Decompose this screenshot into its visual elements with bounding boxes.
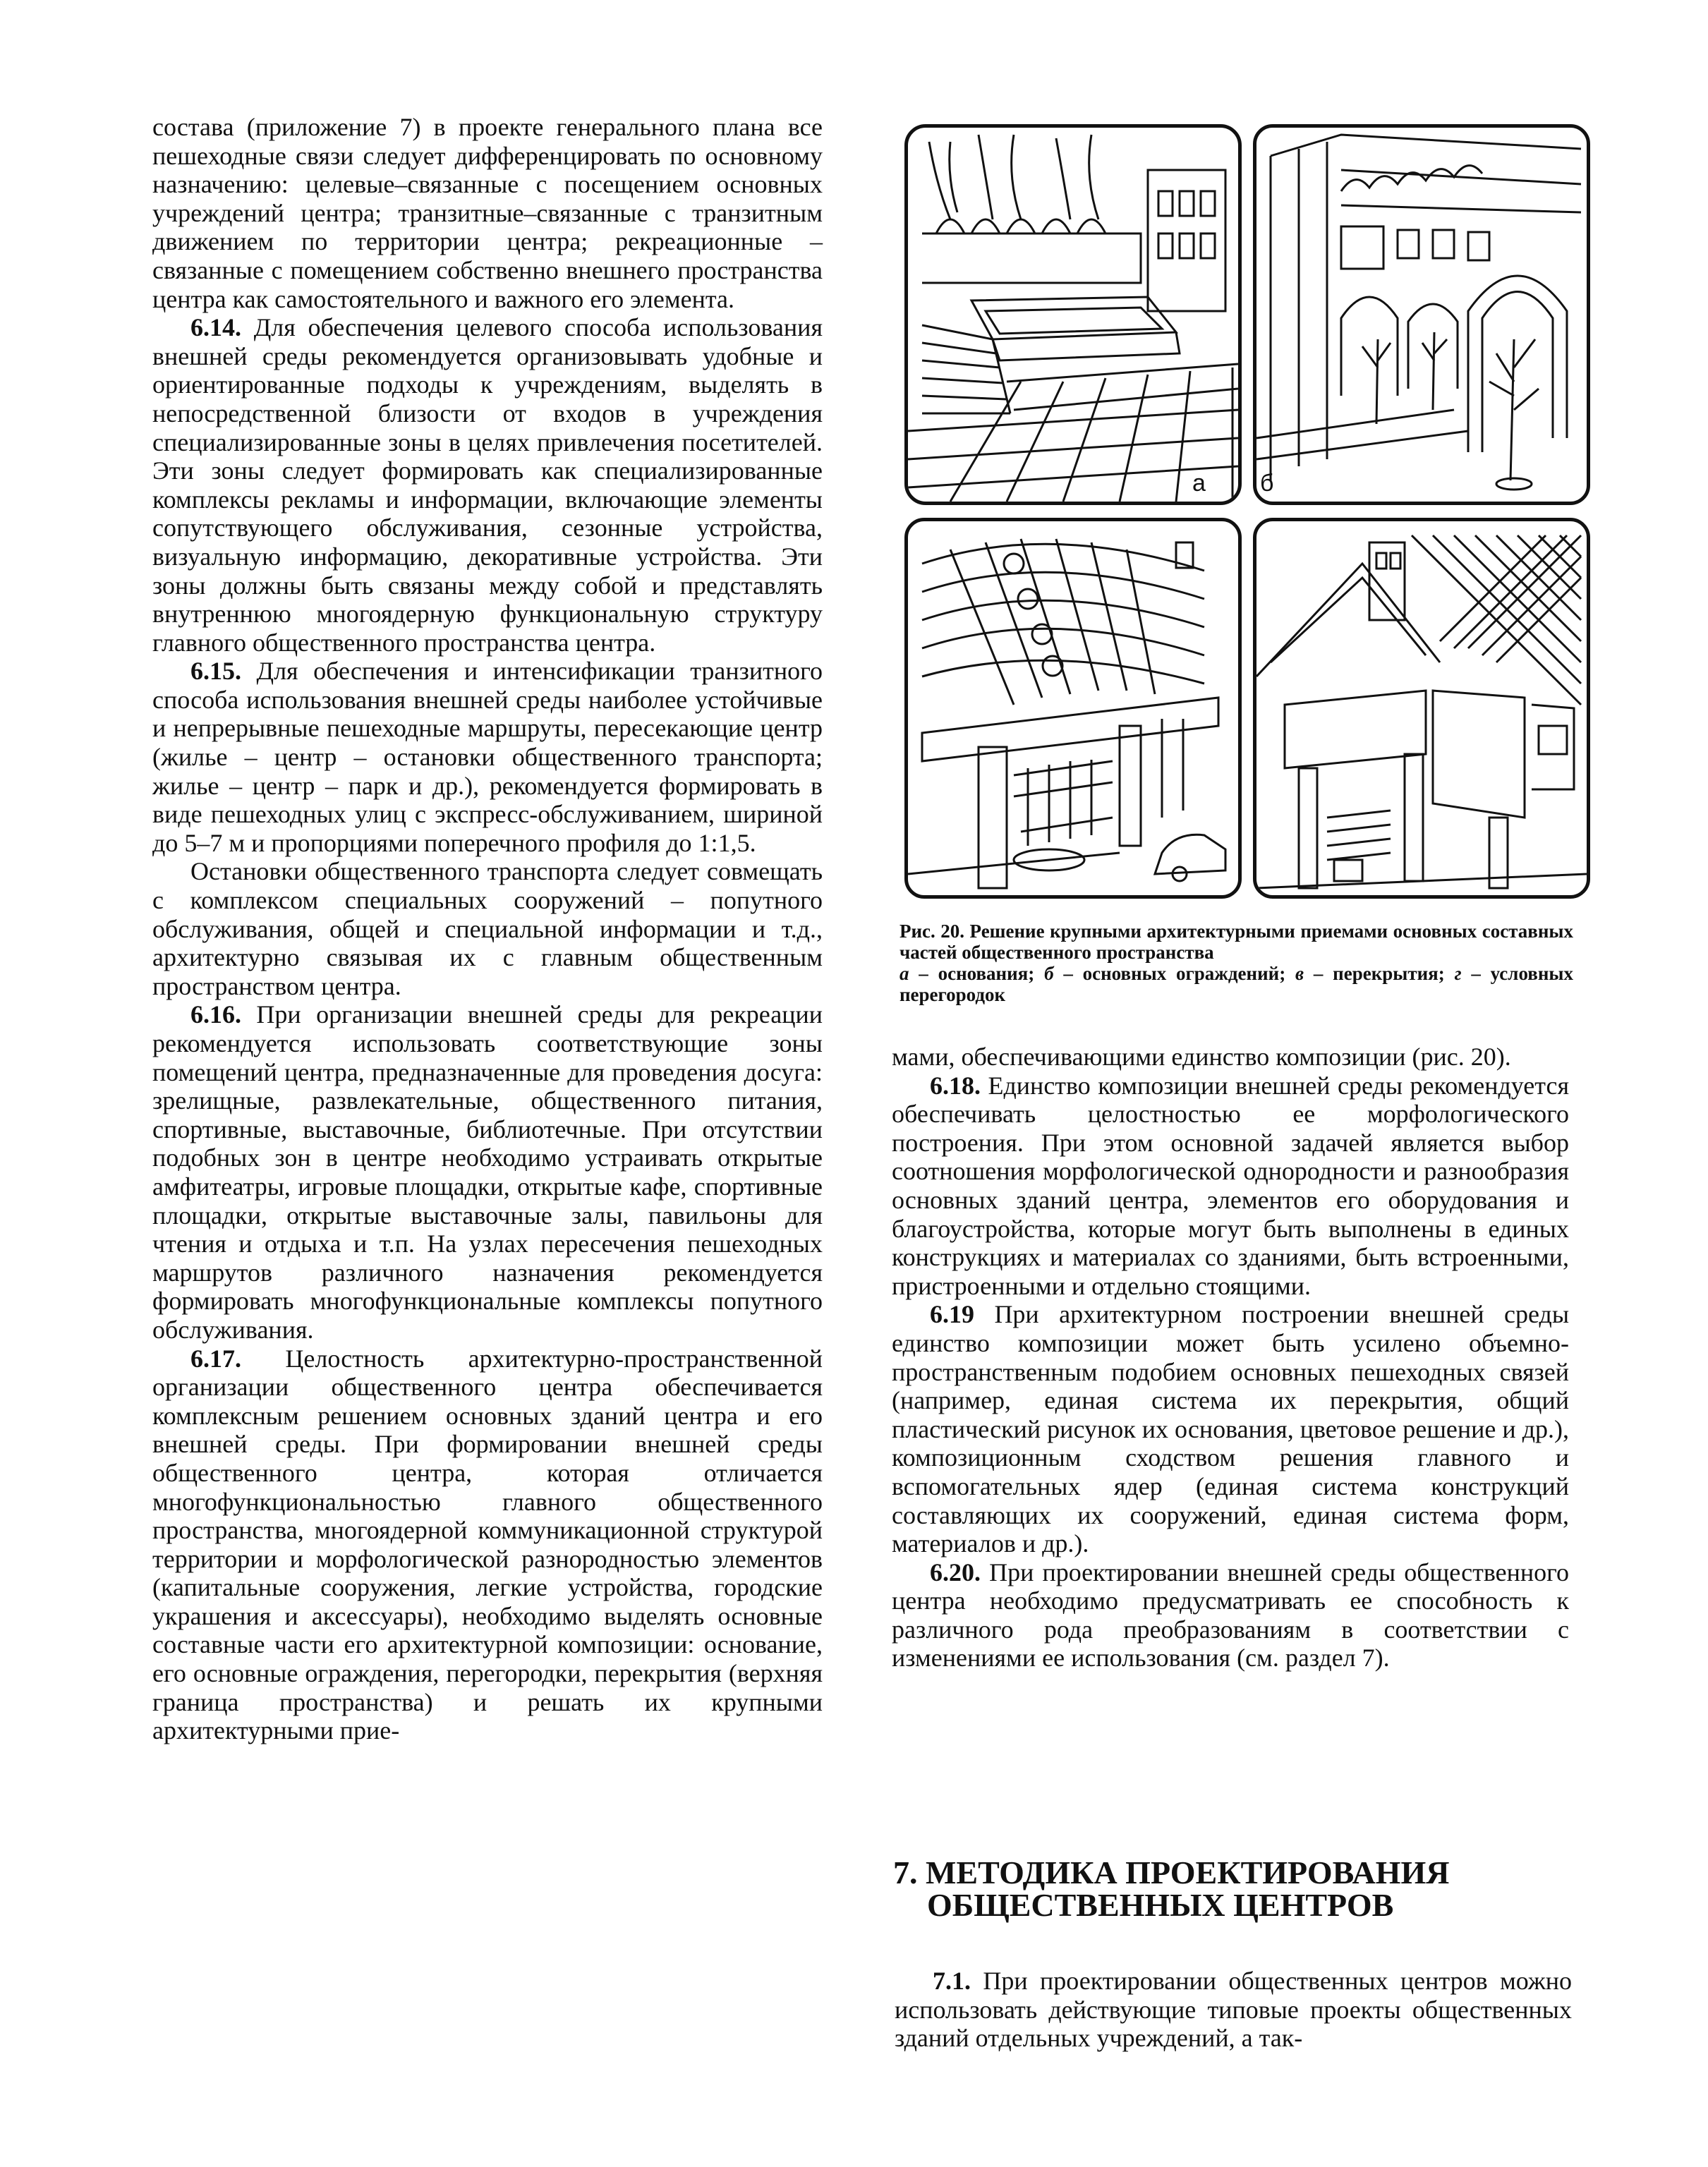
illustration-foundation xyxy=(908,128,1238,502)
section-text: При проектировании внешней среды общественного центра необходимо предусматривать ее способность к различного рода преобразованиям в соответствии с изменениями ее использования (см. раздел 7). xyxy=(892,1558,1570,1673)
section-text: Целостность архитектурно-пространственной организации общественного центра обеспечивается комплексным решением основных зданий центра и его внешней среды. При формировании внешней среды общественного центра, которая отличается многофункциональностью главного общественного пространства, многоядерной коммуникационной структурой территории и морфологической разнородностью элементов (капитальные сооружения, легкие устройства, городские украшения и аксессуары), необходимо выделять основные составные части его архитектурной композиции: основание, его основные ограждения, перегородки, перекрытия (верхняя граница пространства) и решать их крупными архитектурными прие- xyxy=(152,1344,823,1745)
paragraph-6-16 xyxy=(152,1000,823,1344)
section-text: Для обеспечения целевого способа использования внешней среды рекомендуется организовывать удобные и ориентированные подходы к учреждениям, выделять в непосредственной близости от входов в учреждения специализированные зоны в целях привлечения посетителей. Эти зоны следует формировать как специализированные комплексы рекламы и информации, включающие элементы сопутствующего обслуживания, сезонные устройства, визуальную информацию, декоративные устройства. Эти зоны должны быть связаны между собой и представлять внутреннюю многоядерную функциональную структуру главного общественного пространства центра. xyxy=(152,313,823,657)
caption-text-g: – условных перегородок xyxy=(900,963,1573,1005)
section-number: 6.19 xyxy=(930,1300,974,1329)
section-number: 6.15. xyxy=(190,657,241,686)
paragraph-6-20 xyxy=(892,1558,1569,1673)
caption-text-v: – перекрытия; xyxy=(1304,963,1455,984)
caption-letter-b: б xyxy=(1044,963,1054,984)
paragraph-6-19 xyxy=(892,1300,1569,1558)
figure-panel-v xyxy=(904,518,1242,899)
figure-caption xyxy=(900,921,1573,1005)
section-text: При проектировании общественных центров можно использовать действующие типовые проекты общественных зданий отдельных учреждений, а так- xyxy=(895,1967,1572,2053)
figure-label-b: б xyxy=(1260,470,1274,497)
paragraph-6-15 xyxy=(152,657,823,857)
caption-title: Рис. 20. Решение крупными архитектурными приемами основных составных частей общественного пространства xyxy=(900,921,1573,963)
paragraph-stops: Остановки общественного транспорта следует совмещать с комплексом специальных сооружений – попутного обслуживания, общей и специальной информации и т.д., архитектурно связывая их с главным общественным пространством центра. xyxy=(152,857,823,1000)
paragraph-7-1 xyxy=(895,1967,1572,2053)
section-text: При архитектурном построении внешней среды единство композиции может быть усилено объемно-пространственным подобием основных пешеходных связей (например, единая система их перекрытия, общий пластический рисунок их основания, цветовое решение и др.), композиционным сходством решения главного и вспомогательных ядер (единая система конструкций составляющих их сооружений, единая система форм, материалов и др.). xyxy=(892,1300,1570,1558)
paragraph-6-17 xyxy=(152,1344,823,1745)
caption-letter-g: г xyxy=(1454,963,1462,984)
paragraph-6-14 xyxy=(152,313,823,657)
paragraph-intro: состава (приложение 7) в проекте генерального плана все пешеходные связи следует дифференцировать по основному назначению: целевые–связанные с посещением основных учреждений центра; транзитные–связанные с транзитным движением по территории центра; рекреационные – связанные с помещением собственно внешнего пространства центра как самостоятельного и важного его элемента. xyxy=(152,113,823,313)
left-column xyxy=(152,113,823,1745)
paragraph-continuation: мами, обеспечивающими единство композиции (рис. 20). xyxy=(892,1043,1511,1071)
section-number: 6.14. xyxy=(190,313,241,342)
section-text: Для обеспечения и интенсификации транзитного способа использования внешней среды наиболее устойчивые и непрерывные пешеходные маршруты, пересекающие центр (жилье – центр – остановки общественного транспорта; жилье – центр – парк и др.), рекомендуется формировать в виде пешеходных улиц с экспресс-обслуживанием, шириной до 5–7 м и пропорциями поперечного профиля до 1:1,5. xyxy=(152,657,823,857)
section-number: 7.1. xyxy=(933,1967,971,1995)
illustration-ceilings xyxy=(908,521,1238,895)
caption-text-b: – основных ограждений; xyxy=(1053,963,1295,984)
caption-text-a: – основания; xyxy=(909,963,1045,984)
section-text: При организации внешней среды для рекреации рекомендуется использовать соответствующие зоны помещений центра, предназначенные для проведения досуга: зрелищные, развлекательные, общественного питания, спортивные, выставочные, библиотечные. При отсутствии подобных зон в центре необходимо устраивать открытые амфитеатры, игровые площадки, открытые кафе, спортивные площадки, открытые выставочные залы, павильоны для чтения и отдыха и т.п. На узлах пересечения пешеходных маршрутов различного назначения рекомендуется формировать многофункциональные комплексы попутного обслуживания. xyxy=(152,1000,823,1344)
paragraph-6-18 xyxy=(892,1072,1569,1301)
heading-line-1: 7. МЕТОДИКА ПРОЕКТИРОВАНИЯ xyxy=(893,1855,1450,1890)
section-number: 6.16. xyxy=(190,1000,241,1029)
figure-panel-a xyxy=(904,124,1242,505)
caption-letter-v: в xyxy=(1295,963,1304,984)
section-number: 6.17. xyxy=(190,1344,241,1373)
caption-letter-a: а xyxy=(900,963,909,984)
illustration-enclosures xyxy=(1256,128,1587,502)
heading-line-2: ОБЩЕСТВЕННЫХ ЦЕНТРОВ xyxy=(927,1887,1394,1923)
section-number: 6.20. xyxy=(930,1558,981,1586)
section-7-1-block xyxy=(895,1967,1572,2053)
right-column xyxy=(892,1043,1569,1673)
figure-panel-g xyxy=(1253,518,1590,899)
illustration-partitions xyxy=(1256,521,1587,895)
figure-label-a: а xyxy=(1192,470,1206,497)
figure-panel-b xyxy=(1253,124,1590,505)
section-text: Единство композиции внешней среды рекомендуется обеспечивать целостностью ее морфологического построения. При этом основной задачей является выбор соотношения морфологической однородности и разнообразия основных зданий центра, элементов его оборудования и благоустройства, которые могут быть выполнены в единых конструкциях и материалах со зданиями, быть встроенными, пристроенными и отдельно стоящими. xyxy=(892,1071,1569,1300)
section-number: 6.18. xyxy=(930,1071,981,1100)
section-heading-7 xyxy=(893,1857,1570,1922)
